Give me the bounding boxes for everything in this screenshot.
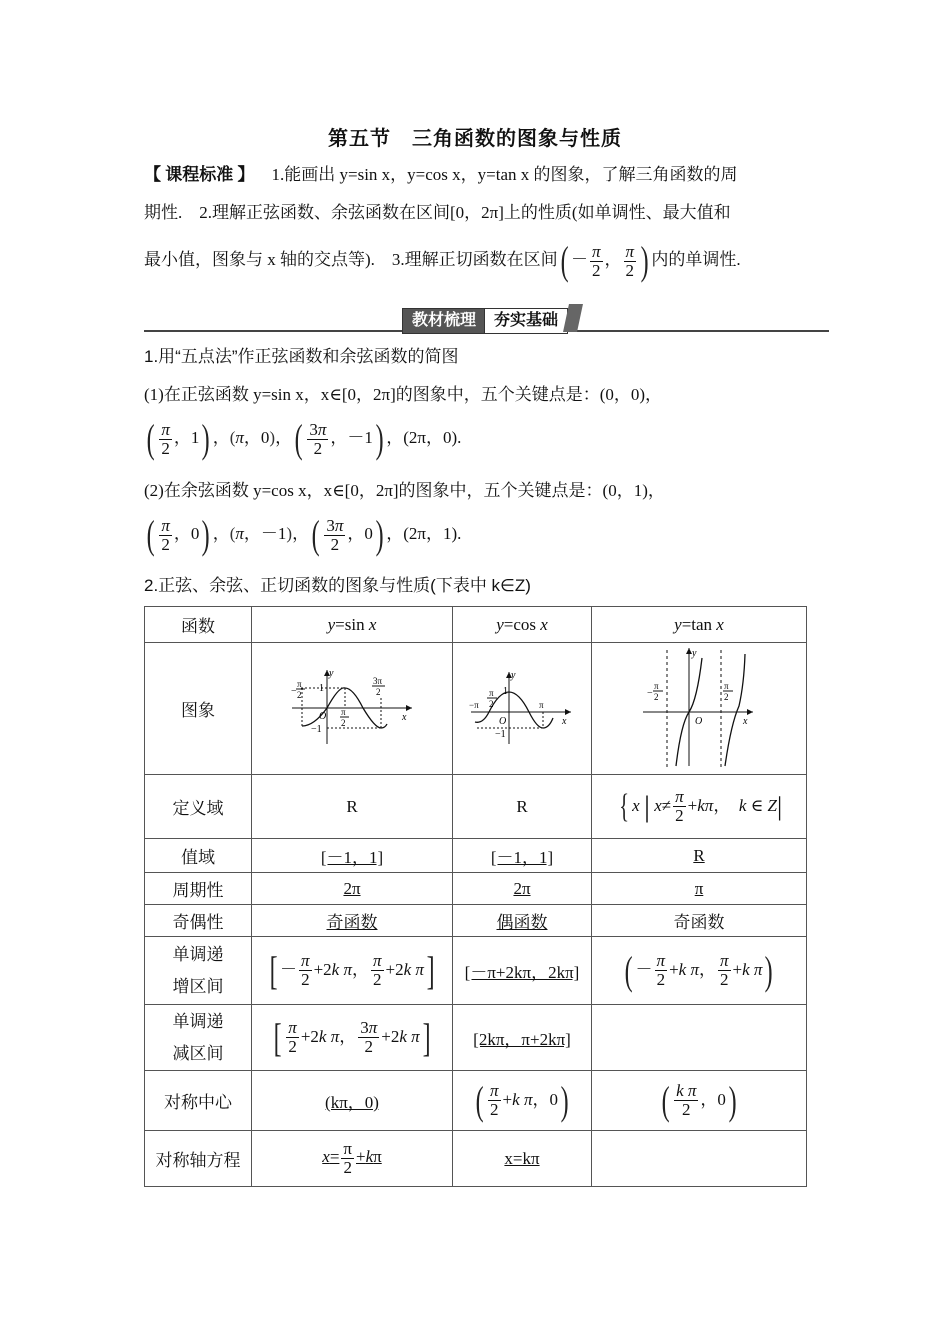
svg-text:1: 1 bbox=[319, 683, 324, 694]
decreasing-cos: [2kπ，π+2kπ] bbox=[453, 1005, 592, 1071]
header-center: 对称中心 bbox=[145, 1071, 252, 1131]
col-tan: y=tan x bbox=[592, 607, 807, 643]
svg-text:y: y bbox=[511, 670, 516, 681]
svg-text:2: 2 bbox=[489, 699, 494, 709]
section1-heading: 1.用“五点法”作正弦函数和余弦函数的简图 bbox=[144, 347, 459, 366]
header-range: 值域 bbox=[145, 839, 252, 873]
center-tan: ( $\frac{\text{k π}}{2}$ ，0) bbox=[592, 1071, 807, 1131]
header-inc-line2: 增区间 bbox=[172, 976, 224, 996]
svg-text:−: − bbox=[291, 686, 297, 697]
table-row bbox=[145, 873, 807, 905]
range-sin: [－1，1] bbox=[252, 839, 453, 873]
header-dec-line1: 单调递 bbox=[172, 1011, 224, 1031]
standard-label: 【 课程标准 】 bbox=[144, 165, 255, 184]
center-sin: (kπ，0) bbox=[252, 1071, 453, 1131]
sin-intro: (1)在正弦函数 y=sin x，x∈[0，2π]的图象中，五个关键点是：(0，0)， bbox=[144, 385, 663, 404]
banner-right: 夯实基础 bbox=[484, 308, 568, 334]
range-tan: R bbox=[592, 839, 807, 873]
page-title: 第五节 三角函数的图象与性质 bbox=[328, 128, 622, 150]
section2-heading: 2.正弦、余弦、正切函数的图象与性质(下表中 k∈Z) bbox=[144, 576, 531, 595]
axis-cos: x=kπ bbox=[453, 1131, 592, 1187]
svg-text:3π: 3π bbox=[373, 676, 383, 686]
domain-cos: R bbox=[453, 775, 592, 839]
section-banner bbox=[144, 304, 829, 336]
svg-text:−π: −π bbox=[469, 700, 479, 710]
axis-sin: x= $\frac{\pi}{2}$ +kπ bbox=[252, 1131, 453, 1187]
domain-sin: R bbox=[252, 775, 453, 839]
header-decreasing bbox=[145, 1005, 252, 1071]
svg-text:2: 2 bbox=[297, 690, 302, 700]
period-tan: π bbox=[592, 873, 807, 905]
period-sin: 2π bbox=[252, 873, 453, 905]
table-row bbox=[145, 937, 807, 1005]
svg-text:O: O bbox=[319, 711, 327, 722]
header-period: 周期性 bbox=[145, 873, 252, 905]
svg-text:x: x bbox=[402, 712, 407, 723]
table-row bbox=[145, 607, 807, 643]
header-dec-line2: 减区间 bbox=[172, 1043, 224, 1063]
parity-cos: 偶函数 bbox=[453, 905, 592, 937]
standard-text-2: 期性. 2.理解正弦函数、余弦函数在区间[0，2π]上的性质(如单调性、最大值和 bbox=[144, 203, 731, 222]
cos-points: ( $\frac{\pi}{2}$ ，0) ，(π，－1)，( $\frac{3\pi}{2}$ ，0) ，(2π，1). bbox=[146, 512, 462, 558]
standard-text-3b: 内的单调性. bbox=[651, 250, 741, 269]
col-sin: y=sin x bbox=[252, 607, 453, 643]
increasing-tan: ( － $\frac{\pi}{2}$ +k π， $\frac{\pi}{2}$ +k π) bbox=[592, 937, 807, 1005]
range-cos: [－1，1] bbox=[453, 839, 592, 873]
standard-text-3a: 最小值，图象与 x 轴的交点等). 3.理解正切函数在区间 bbox=[144, 250, 558, 269]
svg-text:2: 2 bbox=[341, 718, 346, 728]
table-row bbox=[145, 1005, 807, 1071]
standard-line-1 bbox=[144, 163, 738, 187]
svg-text:2: 2 bbox=[376, 687, 381, 697]
header-inc-line1: 单调递 bbox=[172, 944, 224, 964]
increasing-cos: [－π+2kπ，2kπ] bbox=[453, 937, 592, 1005]
parity-tan: 奇函数 bbox=[592, 905, 807, 937]
cos-intro: (2)在余弦函数 y=cos x，x∈[0，2π]的图象中，五个关键点是：(0，1)， bbox=[144, 481, 665, 500]
sin-graph bbox=[252, 643, 453, 775]
svg-text:1: 1 bbox=[503, 686, 508, 697]
svg-text:π: π bbox=[341, 707, 346, 717]
properties-table bbox=[144, 606, 807, 1187]
banner-left: 教材梳理 bbox=[402, 308, 486, 334]
decreasing-tan bbox=[592, 1005, 807, 1071]
table-row bbox=[145, 839, 807, 873]
table-row bbox=[145, 775, 807, 839]
svg-text:π: π bbox=[724, 681, 729, 691]
svg-text:y: y bbox=[692, 648, 697, 659]
svg-text:−1: −1 bbox=[495, 729, 506, 740]
header-domain: 定义域 bbox=[145, 775, 252, 839]
svg-text:y: y bbox=[329, 668, 334, 679]
svg-text:O: O bbox=[695, 716, 703, 727]
tan-graph bbox=[592, 643, 807, 775]
header-increasing bbox=[145, 937, 252, 1005]
parity-sin: 奇函数 bbox=[252, 905, 453, 937]
col-cos: y=cos x bbox=[453, 607, 592, 643]
cos-graph bbox=[453, 643, 592, 775]
svg-text:x: x bbox=[562, 716, 567, 727]
center-cos: ( $\frac{\pi}{2}$ +k π，0) bbox=[453, 1071, 592, 1131]
svg-text:−: − bbox=[647, 688, 653, 699]
sin-points: ( $\frac{\pi}{2}$ ，1) ，(π，0)，( $\frac{3\pi}{2}$ ，－1) ，(2π，0). bbox=[146, 416, 462, 462]
svg-text:2: 2 bbox=[654, 692, 659, 702]
svg-text:O: O bbox=[499, 716, 507, 727]
header-graph: 图象 bbox=[145, 643, 252, 775]
table-row bbox=[145, 1131, 807, 1187]
decreasing-sin: [ $\frac{\pi}{2}$ +2k π， $\frac{3\pi}{2}$ +2k π] bbox=[252, 1005, 453, 1071]
standard-line-3: 最小值，图象与 x 轴的交点等). 3.理解正切函数在区间( － $\frac{\pi}{2}$ ， $\frac{\pi}{2}$ ) 内的单调性. bbox=[144, 238, 741, 284]
increasing-sin: [ － $\frac{\pi}{2}$ +2k π， $\frac{\pi}{2}$ +2k π] bbox=[252, 937, 453, 1005]
svg-text:π: π bbox=[654, 681, 659, 691]
svg-text:π: π bbox=[539, 700, 544, 710]
header-parity: 奇偶性 bbox=[145, 905, 252, 937]
domain-tan: { x | x≠ $\frac{\pi}{2}$ +kπ， k ∈ Z| bbox=[592, 775, 807, 839]
header-func: 函数 bbox=[145, 607, 252, 643]
table-row bbox=[145, 1071, 807, 1131]
svg-text:π: π bbox=[297, 679, 302, 689]
axis-tan bbox=[592, 1131, 807, 1187]
svg-text:π: π bbox=[489, 688, 494, 698]
table-row bbox=[145, 905, 807, 937]
period-cos: 2π bbox=[453, 873, 592, 905]
svg-text:−1: −1 bbox=[311, 724, 322, 735]
header-axis: 对称轴方程 bbox=[145, 1131, 252, 1187]
standard-text-1: 1.能画出 y=sin x，y=cos x，y=tan x 的图象，了解三角函数的周 bbox=[271, 165, 738, 184]
table-row bbox=[145, 643, 807, 775]
svg-text:x: x bbox=[743, 716, 748, 727]
svg-text:2: 2 bbox=[724, 692, 729, 702]
